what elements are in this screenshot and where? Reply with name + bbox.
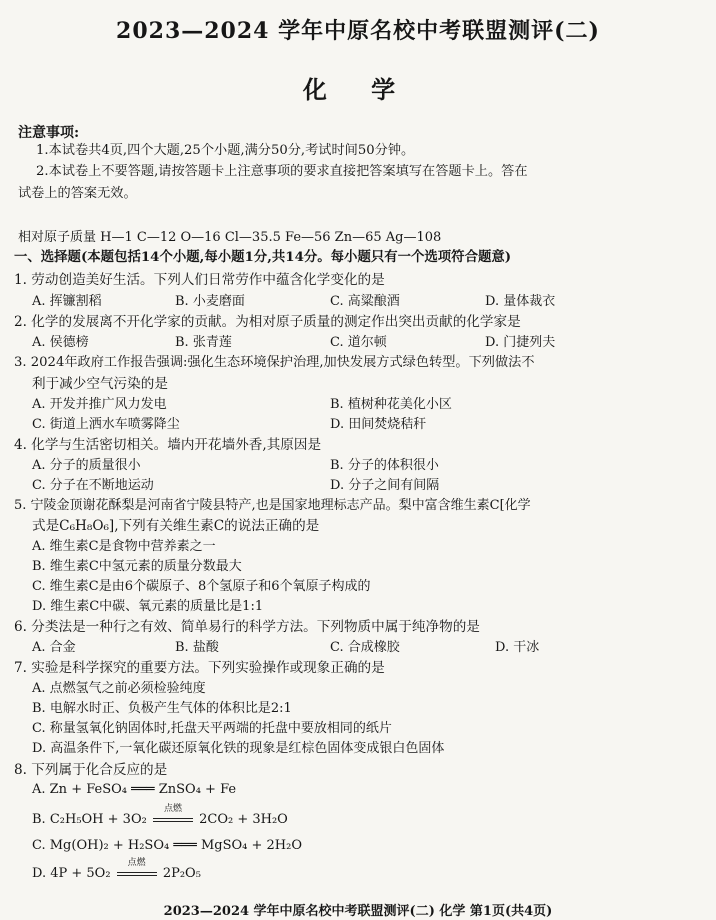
reaction-condition: 点燃 <box>127 858 146 868</box>
question-6-option-a: A. 合金 <box>32 640 76 655</box>
question-2-option-d: D. 门捷列夫 <box>485 335 556 350</box>
question-2-option-c: C. 道尔顿 <box>330 335 387 350</box>
question-8-option-b-right: 2CO₂ + 3H₂O <box>199 812 288 827</box>
question-8-option-a: A. Zn + FeSO₄ ═══ ZnSO₄ + Fe <box>32 782 237 797</box>
question-8-option-b <box>32 804 288 827</box>
question-1-option-c: C. 高粱酿酒 <box>330 294 400 309</box>
question-4-stem: 4. 化学与生活密切相关。墙内开花墙外香,其原因是 <box>14 437 322 453</box>
notes-heading: 注意事项: <box>18 125 80 141</box>
question-7-option-b: B. 电解水时正、负极产生气体的体积比是2:1 <box>32 701 292 716</box>
question-5-option-a: A. 维生素C是食物中营养素之一 <box>32 539 216 554</box>
atomic-masses: 相对原子质量 H—1 C—12 O—16 Cl—35.5 Fe—56 Zn—65 Ag—108 <box>18 230 442 245</box>
question-5-option-d: D. 维生素C中碳、氧元素的质量比是1:1 <box>32 599 264 614</box>
question-5-stem-line2: 式是C₆H₈O₆],下列有关维生素C的说法正确的是 <box>32 518 320 534</box>
section-1-heading: 一、选择题(本题包括14个小题,每小题1分,共14分。每小题只有一个选项符合题意) <box>14 249 512 265</box>
question-8-option-d-right: 2P₂O₅ <box>162 866 201 881</box>
notes-item-2-line1: 2.本试卷上不要答题,请按答题卡上注意事项的要求直接把答案填写在答题卡上。答在 <box>36 164 528 179</box>
question-3-stem-line1: 3. 2024年政府工作报告强调:强化生态环境保护治理,加快发展方式绿色转型。下列做法不 <box>14 355 535 370</box>
question-6-option-d: D. 干冰 <box>495 640 540 655</box>
question-2-stem: 2. 化学的发展离不开化学家的贡献。为相对原子质量的测定作出突出贡献的化学家是 <box>14 314 521 330</box>
notes-item-1: 1.本试卷共4页,四个大题,25个小题,满分50分,考试时间50分钟。 <box>36 143 415 158</box>
reaction-condition: 点燃 <box>163 804 182 814</box>
reaction-arrow <box>115 858 159 881</box>
question-7-stem: 7. 实验是科学探究的重要方法。下列实验操作或现象正确的是 <box>14 660 385 676</box>
question-5-option-b: B. 维生素C中氢元素的质量分数最大 <box>32 559 242 574</box>
question-7-option-a: A. 点燃氢气之前必须检验纯度 <box>32 681 206 696</box>
notes-item-2-line2: 试卷上的答案无效。 <box>18 186 137 201</box>
question-5-option-c: C. 维生素C是由6个碳原子、8个氢原子和6个氧原子构成的 <box>32 579 371 594</box>
question-3-option-a: A. 开发并推广风力发电 <box>32 397 167 412</box>
question-8-option-d <box>32 858 201 881</box>
question-4-option-c: C. 分子在不断地运动 <box>32 478 154 493</box>
question-8-option-d-left: D. 4P + 5O₂ <box>32 866 111 881</box>
question-1-option-b: B. 小麦磨面 <box>175 294 245 309</box>
question-3-option-d: D. 田间焚烧秸秆 <box>330 417 427 432</box>
question-6-stem: 6. 分类法是一种行之有效、简单易行的科学方法。下列物质中属于纯净物的是 <box>14 619 480 635</box>
question-4-option-d: D. 分子之间有间隔 <box>330 478 440 493</box>
question-3-stem-line2: 利于减少空气污染的是 <box>32 376 168 392</box>
reaction-arrow <box>151 804 195 827</box>
question-8-stem: 8. 下列属于化合反应的是 <box>14 762 168 778</box>
subject-title: 化 学 <box>302 75 414 104</box>
question-1-option-d: D. 量体裁衣 <box>485 294 556 309</box>
question-2-option-b: B. 张青莲 <box>175 335 232 350</box>
question-1-option-a: A. 挥镰割稻 <box>32 294 102 309</box>
question-5-stem-line1: 5. 宁陵金顶谢花酥梨是河南省宁陵县特产,也是国家地理标志产品。梨中富含维生素C[化学 <box>14 498 531 513</box>
question-8-option-b-left: B. C₂H₅OH + 3O₂ <box>32 812 147 827</box>
question-7-option-d: D. 高温条件下,一氧化碳还原氧化铁的现象是红棕色固体变成银白色固体 <box>32 741 445 756</box>
question-1-stem: 1. 劳动创造美好生活。下列人们日常劳作中蕴含化学变化的是 <box>14 272 385 288</box>
question-4-option-b: B. 分子的体积很小 <box>330 458 439 473</box>
question-6-option-c: C. 合成橡胶 <box>330 640 400 655</box>
question-3-option-c: C. 街道上洒水车喷雾降尘 <box>32 417 180 432</box>
question-3-option-b: B. 植树种花美化小区 <box>330 397 452 412</box>
question-6-option-b: B. 盐酸 <box>175 640 219 655</box>
page-footer: 2023—2024 学年中原名校中考联盟测评(二) 化学 第1页(共4页) <box>163 904 553 919</box>
exam-title: 2023—2024 学年中原名校中考联盟测评(二) <box>116 18 600 44</box>
question-4-option-a: A. 分子的质量很小 <box>32 458 141 473</box>
question-7-option-c: C. 称量氢氧化钠固体时,托盘天平两端的托盘中要放相同的纸片 <box>32 721 392 736</box>
question-8-option-c: C. Mg(OH)₂ + H₂SO₄ ═══ MgSO₄ + 2H₂O <box>32 838 302 853</box>
question-2-option-a: A. 侯德榜 <box>32 335 89 350</box>
